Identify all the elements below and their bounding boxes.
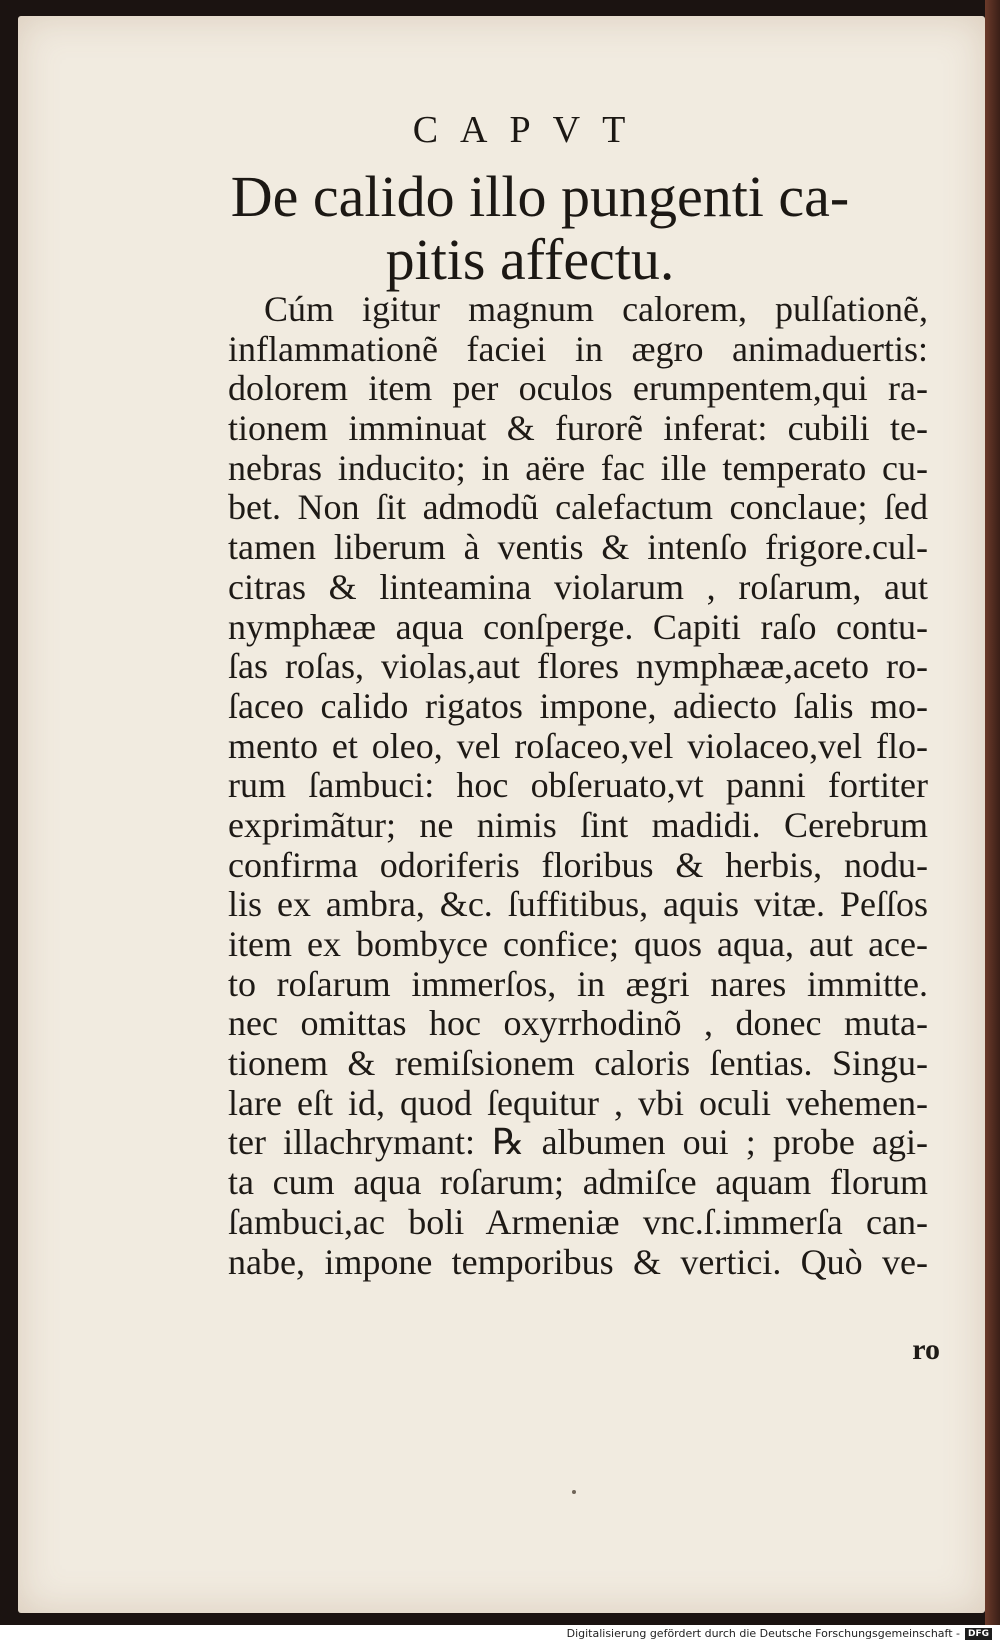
body-line: citras & linteamina violarum , roſarum, aut: [228, 566, 928, 607]
body-line: Cúm igitur magnum calorem, pulſationẽ,: [264, 289, 928, 329]
body-line: tionem imminuat & furorẽ inferat: cubili te-: [228, 408, 928, 449]
digitization-footer: [567, 1627, 992, 1640]
body-text: [228, 290, 928, 1282]
chapter-heading: CAPVT: [412, 109, 648, 151]
body-line: bet. Non ſit admodũ calefactum conclaue; ſed: [228, 487, 928, 528]
body-line: item ex bombyce confice; quos aqua, aut ace-: [228, 924, 928, 964]
body-line: ſas roſas, violas,aut flores nymphææ,aceto ro-: [228, 646, 928, 687]
chapter-title-line-2: pitis affectu.: [385, 227, 675, 292]
body-line: tionem & remiſsionem caloris ſentias. Singu-: [228, 1043, 928, 1084]
body-line: nebras inducito; in aëre fac ille temperato cu-: [228, 447, 928, 488]
body-line: lare eſt id, quod ſequitur , vbi oculi vehemen-: [228, 1082, 928, 1123]
body-line: confirma odoriferis floribus & herbis, nodu-: [228, 844, 928, 885]
body-line: exprimãtur; ne nimis ſint madidi. Cerebrum: [228, 804, 928, 845]
body-line: tamen liberum à ventis & intenſo frigore.cul-: [228, 527, 928, 568]
body-line: to roſarum immerſos, in ægri nares immitte.: [228, 963, 928, 1004]
dfg-logo-icon: DFG: [965, 1628, 992, 1640]
body-line: nymphææ aqua conſperge. Capiti raſo contu-: [228, 606, 928, 647]
body-line: nec omittas hoc oxyrrhodinõ , donec muta-: [228, 1003, 928, 1044]
body-line: inflammationẽ faciei in ægro animaduertis:: [228, 328, 928, 369]
body-line: ta cum aqua roſarum; admiſce aquam florum: [228, 1162, 928, 1203]
body-line: ſambuci,ac boli Armeniæ vnc.ſ.immerſa can-: [228, 1201, 928, 1242]
body-line: rum ſambuci: hoc obſeruato,vt panni fortiter: [228, 765, 928, 806]
chapter-title-line-1: De calido illo pungenti ca-: [230, 164, 850, 229]
body-line: lis ex ambra, &c. ſuffitibus, aquis vitæ. Peſſos: [228, 884, 928, 925]
body-line: ter illachrymant: ℞ albumen oui ; probe agi-: [228, 1122, 928, 1163]
body-line: mento et oleo, vel roſaceo,vel violaceo,vel flo-: [228, 725, 928, 766]
body-line: dolorem item per oculos erumpentem,qui ra-: [228, 368, 928, 409]
catchword: ro: [912, 1333, 940, 1366]
body-line: ſaceo calido rigatos impone, adiecto ſalis mo-: [228, 685, 928, 726]
footer-credit: Digitalisierung gefördert durch die Deutsche Forschungsgemeinschaft -: [566, 1627, 960, 1640]
body-line: nabe, impone temporibus & vertici. Quò ve-: [228, 1241, 928, 1282]
ink-speck: [572, 1490, 576, 1494]
